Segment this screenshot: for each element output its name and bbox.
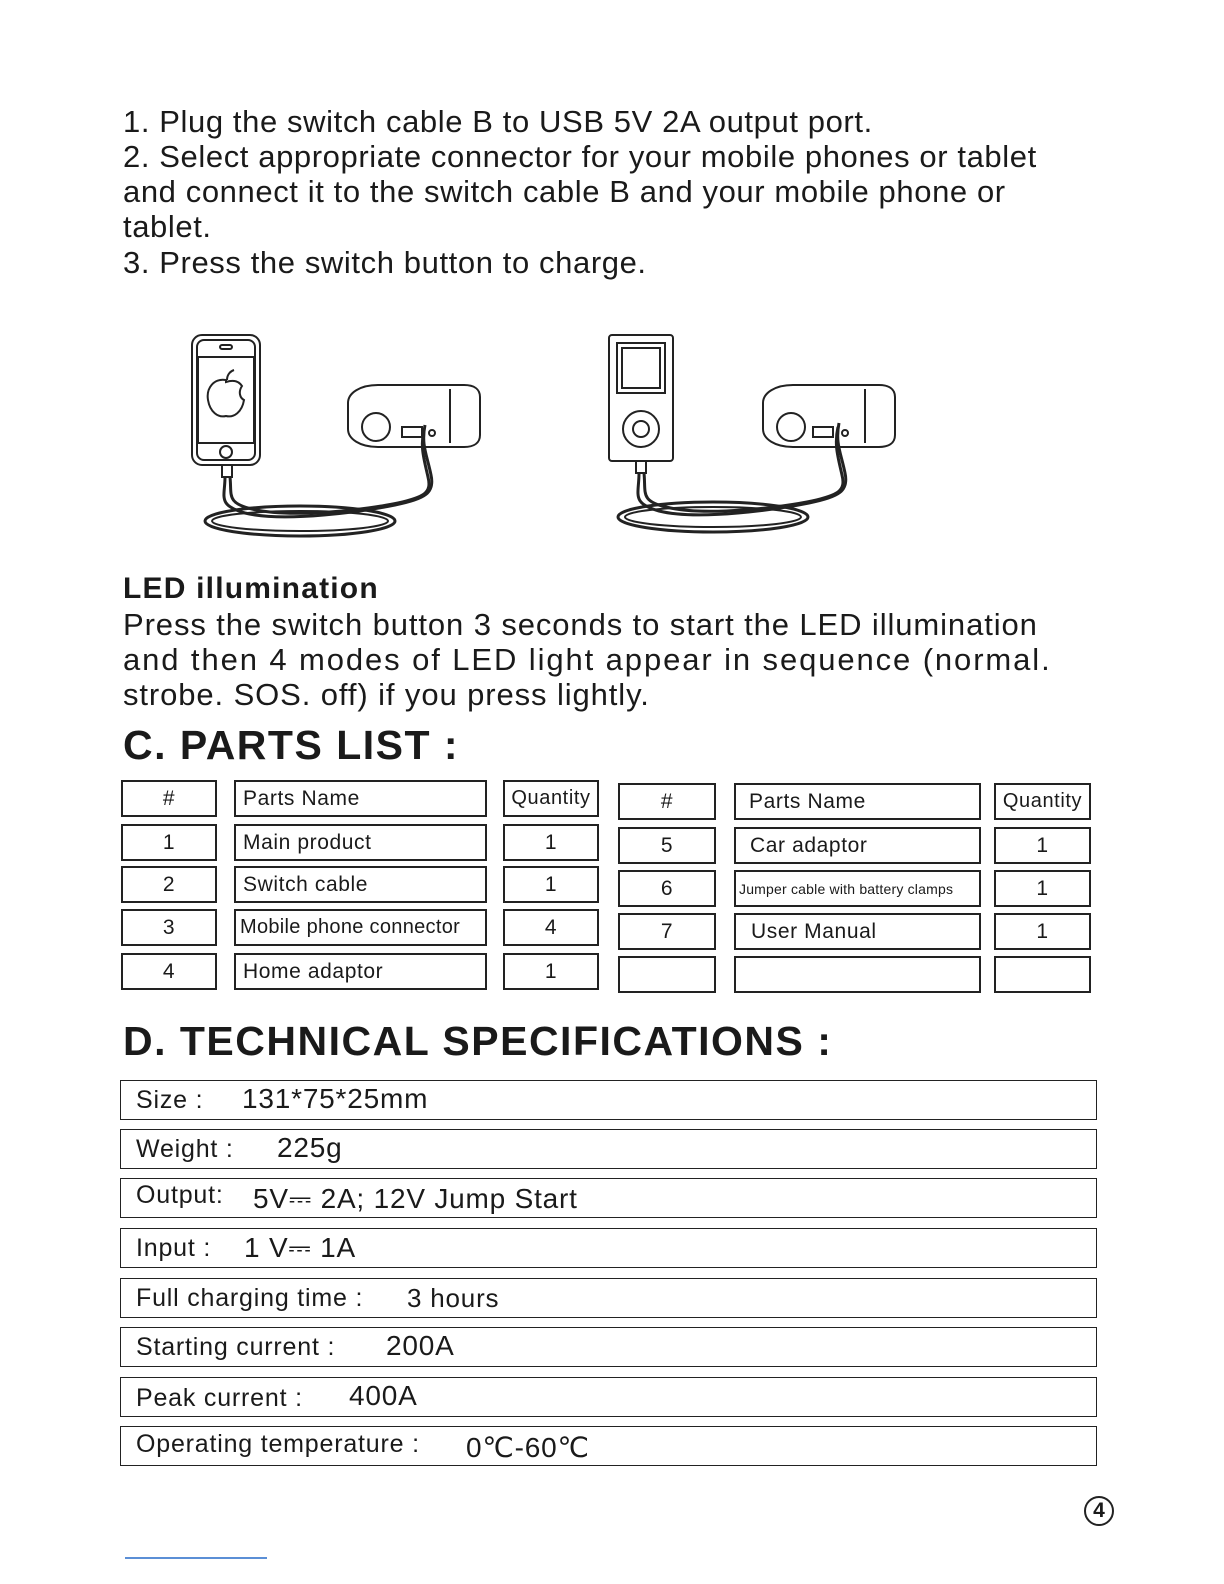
apple-logo-icon [208,380,244,417]
parts-row-qty: 1 [994,827,1091,864]
tech-specs-title: D. TECHNICAL SPECIFICATIONS : [123,1018,833,1064]
instruction-step-3: 3. Press the switch button to charge. [123,245,647,280]
parts-row-qty: 1 [994,870,1091,907]
parts-row-num: 2 [121,866,217,903]
parts-row-name-empty [734,956,981,993]
spec-row-weight [120,1129,1097,1169]
led-title: LED illumination [123,572,379,605]
instruction-step-1: 1. Plug the switch cable B to USB 5V 2A output port. [123,104,873,139]
spec-value: 225g [277,1132,343,1163]
parts-header-qty-right: Quantity [994,783,1091,820]
parts-header-num-left: # [121,780,217,817]
spec-label: Weight : [136,1135,234,1163]
parts-row-name: Car adaptor [734,827,981,864]
parts-row-qty: 1 [503,953,599,990]
spec-label: Starting current : [136,1333,336,1361]
parts-row-num: 4 [121,953,217,990]
phone-charging-illustration [180,325,500,555]
spec-row-input [120,1228,1097,1268]
parts-row-num-empty [618,956,716,993]
led-text-line-2: and then 4 modes of LED light appear in sequence (normal. [123,642,1052,677]
page-number: 4 [1084,1496,1114,1526]
parts-row-qty: 1 [503,866,599,903]
parts-row-name: Jumper cable with battery clamps [734,870,981,907]
parts-row-name: Mobile phone connector [234,909,487,946]
parts-row-num: 3 [121,909,217,946]
parts-row-qty: 1 [503,824,599,861]
led-text-line-1: Press the switch button 3 seconds to start the LED illumination [123,607,1038,642]
parts-row-qty: 1 [994,913,1091,950]
spec-value: 1 V⎓ 1A [244,1232,356,1263]
instruction-step-2: 2. Select appropriate connector for your mobile phones or tablet [123,139,1037,174]
spec-value: 0℃-60℃ [466,1432,590,1463]
spec-row-charging-time [120,1278,1097,1318]
mp3-charging-illustration [595,325,915,555]
spec-value: 200A [386,1330,455,1361]
parts-header-num-right: # [618,783,716,820]
spec-row-starting-current [120,1327,1097,1367]
spec-label: Size : [136,1086,204,1114]
spec-label: Output: [136,1181,224,1209]
parts-row-name: Home adaptor [234,953,487,990]
parts-row-num: 6 [618,870,716,907]
parts-header-name-right: Parts Name [734,783,981,820]
spec-value: 5V⎓ 2A; 12V Jump Start [253,1183,578,1214]
spec-value: 131*75*25mm [242,1083,429,1114]
parts-row-qty-empty [994,956,1091,993]
spec-row-operating-temperature [120,1426,1097,1466]
parts-header-qty-left: Quantity [503,780,599,817]
spec-value: 400A [349,1380,418,1411]
instruction-step-2-cont2: tablet. [123,209,212,244]
spec-label: Input : [136,1234,212,1262]
parts-row-name: Switch cable [234,866,487,903]
spec-label: Peak current : [136,1384,303,1412]
spec-label: Full charging time : [136,1284,364,1312]
spec-row-size [120,1080,1097,1120]
spec-row-peak-current [120,1377,1097,1417]
led-text-line-3: strobe. SOS. off) if you press lightly. [123,677,650,712]
parts-row-num: 5 [618,827,716,864]
parts-row-num: 7 [618,913,716,950]
spec-row-output [120,1178,1097,1218]
parts-header-name-left: Parts Name [234,780,487,817]
footer-divider [125,1557,267,1559]
spec-label: Operating temperature : [136,1430,420,1458]
parts-row-qty: 4 [503,909,599,946]
parts-row-name: Main product [234,824,487,861]
mp3-player-icon [609,335,673,461]
parts-list-title: C. PARTS LIST : [123,722,460,768]
parts-row-num: 1 [121,824,217,861]
instruction-step-2-cont: and connect it to the switch cable B and your mobile phone or [123,174,1006,209]
spec-value: 3 hours [407,1283,500,1313]
parts-row-name: User Manual [734,913,981,950]
